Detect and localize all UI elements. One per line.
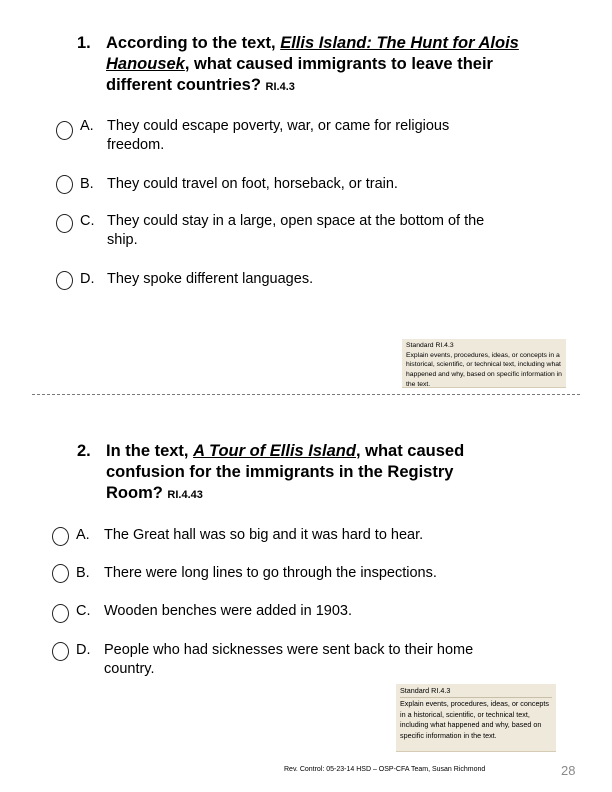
q2-option-c-letter: C. xyxy=(76,603,91,619)
q1-option-c-letter: C. xyxy=(80,213,95,229)
question-2-standard-rule xyxy=(400,697,552,698)
q1-option-b-text: They could travel on foot, horseback, or train. xyxy=(107,176,398,192)
question-1-number: 1. xyxy=(77,34,91,52)
question-2-title-ref: A Tour of Ellis Island xyxy=(193,442,356,460)
q1-option-c-text: They could stay in a large, open space at the bottom of the ship. xyxy=(107,213,485,248)
question-1-prompt xyxy=(77,33,547,103)
q2-option-a-letter: A. xyxy=(76,527,90,543)
question-1-standard-box xyxy=(402,339,566,388)
question-2-standard-heading: Standard RI.4.3 xyxy=(400,686,451,695)
q1-option-c-radio[interactable] xyxy=(56,214,73,233)
question-1-text: According to the text, Ellis Island: The Hunt for Alois Hanousek, what caused immigrants to leave their different countries? RI.4.3 xyxy=(106,34,519,94)
q2-option-a-text: The Great hall was so big and it was hard to hear. xyxy=(104,527,424,543)
q2-option-d-text: People who had sicknesses were sent back to their home country. xyxy=(104,642,474,677)
question-2-number: 2. xyxy=(77,442,91,460)
question-2-text: In the text, A Tour of Ellis Island, what caused confusion for the immigrants in the Registry Room? RI.4.43 xyxy=(106,442,465,502)
q1-option-a-text: They could escape poverty, war, or came for religious freedom. xyxy=(107,118,450,153)
page-number: 28 xyxy=(561,763,576,778)
question-1-title-ref: Ellis Island: The Hunt for Alois Hanousek xyxy=(106,34,519,73)
q1-option-d-text: They spoke different languages. xyxy=(107,271,314,287)
q2-option-d-letter: D. xyxy=(76,642,91,658)
q2-option-b-text: There were long lines to go through the inspections. xyxy=(104,565,437,581)
q2-option-c-text: Wooden benches were added in 1903. xyxy=(104,603,353,619)
question-1-standard-heading: Standard RI.4.3 xyxy=(406,342,454,349)
question-1-standard-tag: RI.4.3 xyxy=(265,81,295,93)
question-2-standard-tag: RI.4.43 xyxy=(167,489,203,501)
question-2-prompt xyxy=(77,441,547,511)
question-2-standard-box xyxy=(396,684,556,752)
footer-rev-control: Rev. Control: 05-23-14 HSD – OSP-CFA Team, Susan Richmond xyxy=(284,766,486,773)
q2-option-b-radio[interactable] xyxy=(52,564,69,583)
question-1-standard-body: Explain events, procedures, ideas, or concepts in a historical, scientific, or technical text, including what happened and why, based on specific information in the text. xyxy=(406,351,562,388)
q2-option-d-radio[interactable] xyxy=(52,642,69,661)
q2-option-c-radio[interactable] xyxy=(52,604,69,623)
q2-option-a-radio[interactable] xyxy=(52,527,69,546)
q1-option-d-letter: D. xyxy=(80,271,95,287)
q1-option-d-radio[interactable] xyxy=(56,271,73,290)
section-divider xyxy=(32,394,580,395)
q2-option-b-letter: B. xyxy=(76,565,90,581)
question-2-standard-body: Explain events, procedures, ideas, or concepts in a historical, scientific, or technical text, including what happened and why, based on specific information in the text. xyxy=(400,699,550,740)
q1-option-a-radio[interactable] xyxy=(56,121,73,140)
q1-option-a-letter: A. xyxy=(80,118,94,134)
q1-option-b-radio[interactable] xyxy=(56,175,73,194)
q1-option-b-letter: B. xyxy=(80,176,94,192)
